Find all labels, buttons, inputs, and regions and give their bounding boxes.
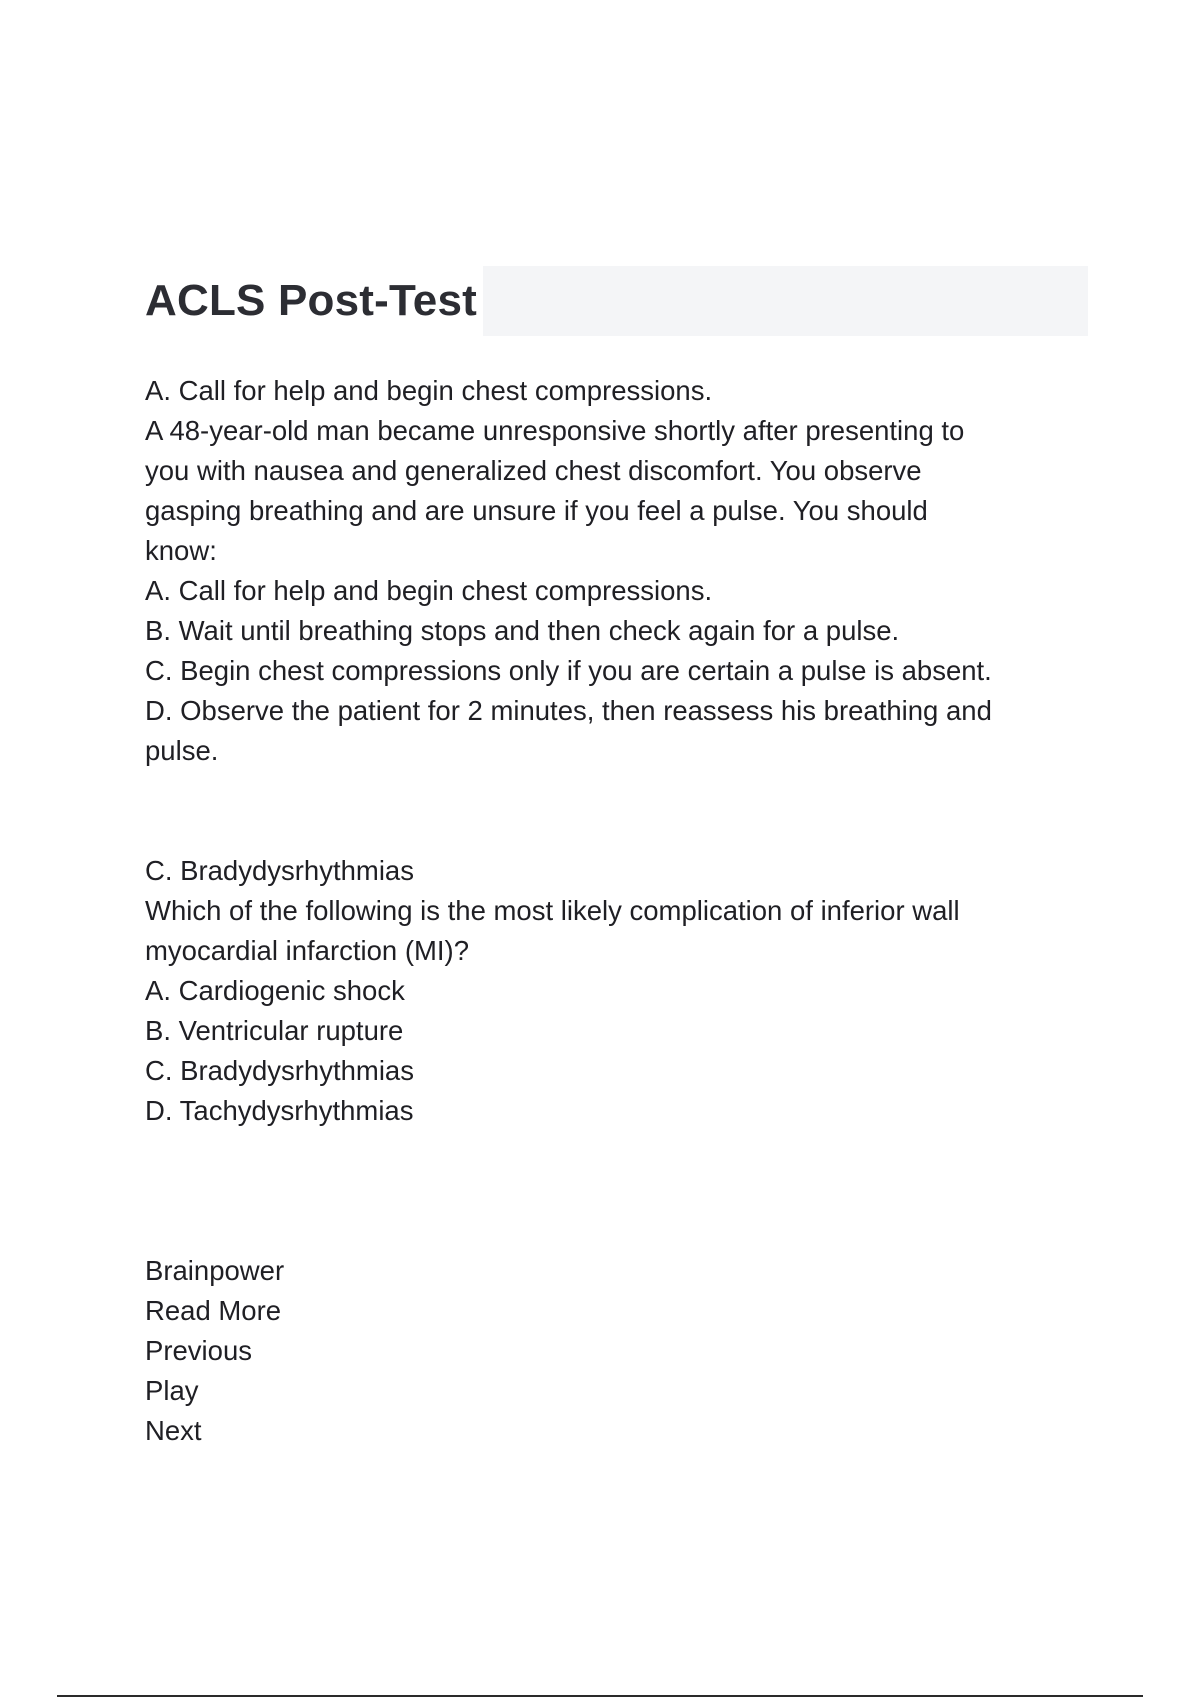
read-more-link[interactable]: Read More: [145, 1295, 282, 1326]
question-1-option-d: D. Observe the patient for 2 minutes, then reassess his breathing and: [145, 695, 992, 726]
footer-links: [145, 1251, 1090, 1451]
question-1-prompt-line: know:: [145, 535, 217, 566]
question-2-prompt-line: Which of the following is the most likely complication of inferior wall: [145, 895, 960, 926]
next-link[interactable]: Next: [145, 1415, 202, 1446]
page-title: ACLS Post-Test: [145, 266, 483, 336]
question-1-prompt-line: you with nausea and generalized chest discomfort. You observe: [145, 455, 922, 486]
question-2-option-a: A. Cardiogenic shock: [145, 975, 405, 1006]
question-1-prompt-line: A 48-year-old man became unresponsive shortly after presenting to: [145, 415, 965, 446]
question-2-option-c: C. Bradydysrhythmias: [145, 1055, 414, 1086]
question-2-option-b: B. Ventricular rupture: [145, 1015, 404, 1046]
question-1-option-d-continued: pulse.: [145, 735, 219, 766]
question-1-option-c: C. Begin chest compressions only if you are certain a pulse is absent.: [145, 655, 992, 686]
question-2-prompt-line: myocardial infarction (MI)?: [145, 935, 469, 966]
question-block-2: [145, 851, 1090, 1131]
question-1-option-a: A. Call for help and begin chest compressions.: [145, 575, 713, 606]
question-1-answer: A. Call for help and begin chest compressions.: [145, 375, 713, 406]
question-block-1: [145, 371, 1090, 771]
previous-link[interactable]: Previous: [145, 1335, 252, 1366]
question-2-option-d: D. Tachydysrhythmias: [145, 1095, 414, 1126]
brainpower-link[interactable]: Brainpower: [145, 1255, 285, 1286]
question-1-prompt-line: gasping breathing and are unsure if you feel a pulse. You should: [145, 495, 928, 526]
question-2-answer: C. Bradydysrhythmias: [145, 855, 414, 886]
question-1-option-b: B. Wait until breathing stops and then check again for a pulse.: [145, 615, 900, 646]
play-link[interactable]: Play: [145, 1375, 199, 1406]
bottom-divider: [57, 1695, 1143, 1697]
